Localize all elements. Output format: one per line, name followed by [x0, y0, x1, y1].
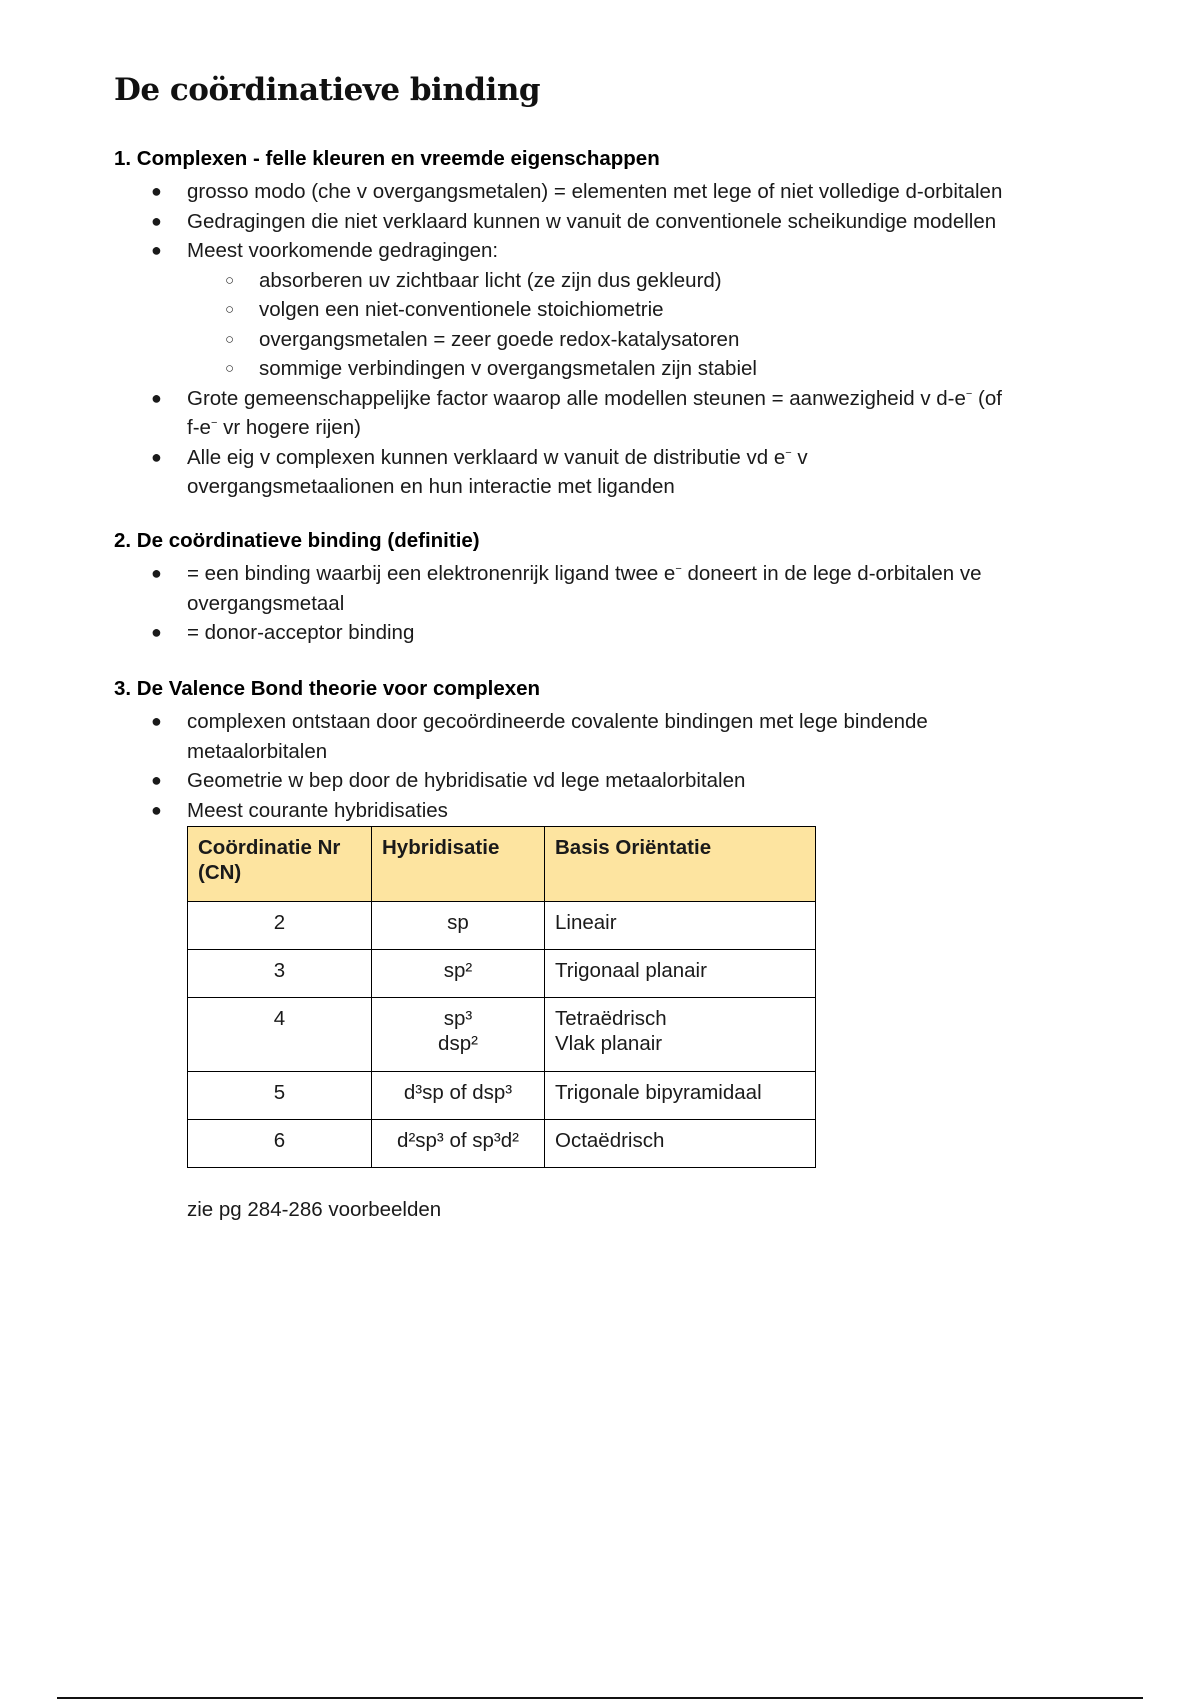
table-cell: 6	[188, 1120, 372, 1168]
section-valence-bond	[114, 675, 1094, 825]
table-cell: 5	[188, 1072, 372, 1120]
table-cell: d²sp³ of sp³d²	[372, 1120, 545, 1168]
list-item: ● = donor-acceptor binding	[151, 621, 415, 644]
footer-divider	[57, 1697, 1143, 1699]
section-heading: 1. Complexen - felle kleuren en vreemde eigenschappen	[114, 147, 660, 170]
table-cell: 2	[188, 902, 372, 950]
sub-bullet-list	[187, 266, 1094, 384]
bullet-list	[114, 177, 1094, 502]
table-cell: sp²	[372, 950, 545, 998]
list-item: ● Meest courante hybridisaties	[151, 798, 448, 822]
table-cell: Trigonaal planair	[545, 950, 816, 998]
table-cell: Lineair	[545, 902, 816, 950]
table-cell: Trigonale bipyramidaal	[545, 1072, 816, 1120]
section-heading: 3. De Valence Bond theorie voor complexen	[114, 677, 541, 700]
page-title: De coördinatieve binding	[114, 72, 541, 108]
table-cell: sp³ dsp²	[372, 998, 545, 1072]
sub-list-item: ○ absorberen uv zichtbaar licht (ze zijn dus gekleurd)	[225, 268, 722, 292]
table-row	[188, 1072, 816, 1120]
hybridisation-table	[187, 826, 816, 1168]
table-header: Basis Oriëntatie	[545, 827, 816, 902]
list-item: ● Grote gemeenschappelijke factor waarop alle modellen steunen = aanwezigheid v d-e− (of f-e− vr hogere rijen)	[151, 386, 1002, 439]
reference-note: zie pg 284-286 voorbeelden	[187, 1198, 442, 1221]
section-heading: 2. De coördinatieve binding (definitie)	[114, 529, 480, 552]
list-item: ● Geometrie w bep door de hybridisatie vd lege metaalorbitalen	[151, 769, 746, 792]
sub-list-item: ○ sommige verbindingen v overgangsmetalen zijn stabiel	[225, 357, 757, 380]
bullet-list	[114, 707, 1094, 825]
section-complexen	[114, 145, 1094, 502]
sub-list-item: ○ volgen een niet-conventionele stoichiometrie	[225, 298, 664, 321]
list-item: ● grosso modo (che v overgangsmetalen) = elementen met lege of niet volledige d-orbitalen	[151, 180, 1003, 203]
table-header: Coördinatie Nr (CN)	[188, 827, 372, 902]
table-cell: Tetraëdrisch Vlak planair	[545, 998, 816, 1072]
table-cell: Octaëdrisch	[545, 1120, 816, 1168]
list-item: ● Meest voorkomende gedragingen: ○ absorberen uv zichtbaar licht (ze zijn dus gekleurd) ○ volgen een niet-conventionele stoichiometrie ○ overgangsmetalen = zeer goede redox-katalysatoren ○ sommige verbindingen v overgangsmetalen zijn stabiel	[114, 236, 1094, 384]
list-item: ● complexen ontstaan door gecoördineerde covalente bindingen met lege bindende metaalorbitalen	[151, 710, 928, 763]
table-row	[188, 902, 816, 950]
list-item: ● = een binding waarbij een elektronenrijk ligand twee e− doneert in de lege d-orbitalen ve overgangsmetaal	[151, 562, 982, 615]
list-item: ● Gedragingen die niet verklaard kunnen w vanuit de conventionele scheikundige modellen	[151, 209, 997, 233]
table-header: Hybridisatie	[372, 827, 545, 902]
table-cell: sp	[372, 902, 545, 950]
section-coordinatieve-binding	[114, 527, 1094, 648]
table-header-row	[188, 827, 816, 902]
table-cell: 4	[188, 998, 372, 1072]
table-cell: d³sp of dsp³	[372, 1072, 545, 1120]
table-row	[188, 950, 816, 998]
sub-list-item: ○ overgangsmetalen = zeer goede redox-katalysatoren	[225, 327, 740, 351]
bullet-list	[114, 559, 1094, 648]
table-row	[188, 998, 816, 1072]
table-row	[188, 1120, 816, 1168]
list-item: ● Alle eig v complexen kunnen verklaard w vanuit de distributie vd e− v overgangsmetaalionen en hun interactie met liganden	[151, 445, 808, 498]
table-cell: 3	[188, 950, 372, 998]
